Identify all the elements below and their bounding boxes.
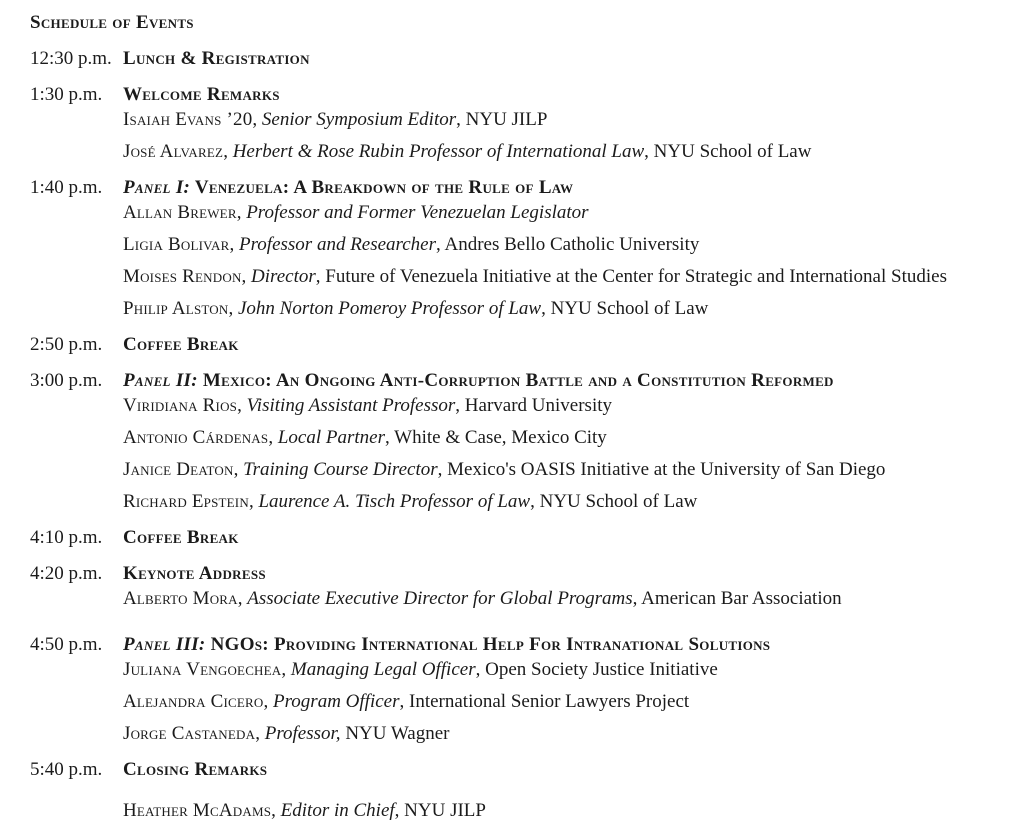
speaker-line: Viridiana Rios, Visiting Assistant Professor, Harvard University (123, 395, 613, 416)
speaker-line: Jorge Castaneda, Professor, NYU Wagner (123, 723, 450, 744)
speaker-name: Juliana Vengoechea (123, 659, 282, 680)
speaker-name: Alejandra Cicero (123, 691, 264, 712)
speaker-name: Richard Epstein (123, 491, 249, 512)
event-heading (123, 84, 1024, 106)
event-content (123, 759, 1024, 822)
speaker-name: José Alvarez (123, 141, 224, 162)
event-row (30, 334, 1024, 356)
event-heading (123, 370, 1024, 392)
speaker-role: Professor and Former Venezuelan Legislator (246, 202, 589, 223)
speaker-affiliation: NYU School of Law (539, 491, 698, 512)
speaker-affiliation: Mexico's OASIS Initiative at the University of San Diego (447, 459, 886, 480)
speaker-line: Isaiah Evans ’20, Senior Symposium Editor, NYU JILP (123, 109, 548, 130)
event-heading-text: Venezuela: A Breakdown of the Rule of Law (190, 177, 574, 198)
event-heading-text: Closing Remarks (123, 759, 268, 780)
event-row (30, 177, 1024, 320)
page-title: Schedule of Events (30, 12, 194, 33)
speaker-affiliation: Future of Venezuela Initiative at the Center for Strategic and International Studies (325, 266, 947, 287)
event-time: 2:50 p.m. (30, 334, 103, 355)
speaker-name: Philip Alston (123, 298, 229, 319)
speaker-line: Alberto Mora, Associate Executive Director for Global Programs, American Bar Association (123, 588, 842, 609)
speakers-list (123, 588, 1024, 610)
event-content (123, 84, 1024, 163)
event-heading-text: Keynote Address (123, 563, 266, 584)
event-row (30, 563, 1024, 610)
speaker-role: Laurence A. Tisch Professor of Law (258, 491, 531, 512)
event-time: 4:10 p.m. (30, 527, 103, 548)
event-heading (123, 563, 1024, 585)
speaker-line: Philip Alston, John Norton Pomeroy Professor of Law, NYU School of Law (123, 298, 709, 319)
speaker-role: Editor in Chief (280, 800, 395, 821)
speaker-affiliation: NYU Wagner (345, 723, 450, 744)
panel-label: Panel II: (123, 370, 198, 391)
speaker-affiliation: Harvard University (464, 395, 613, 416)
speaker-line: Antonio Cárdenas, Local Partner, White & Case, Mexico City (123, 427, 607, 448)
speaker-role: Professor, (264, 723, 341, 744)
speaker-role: Managing Legal Officer (290, 659, 476, 680)
event-content (123, 634, 1024, 745)
event-heading-text: Coffee Break (123, 334, 239, 355)
event-heading-text: Coffee Break (123, 527, 239, 548)
event-heading-text: NGOs: Providing International Help For Intranational Solutions (205, 634, 771, 655)
speaker-role: Associate Executive Director for Global Programs (247, 588, 633, 609)
panel-label: Panel III: (123, 634, 206, 655)
event-time: 4:50 p.m. (30, 634, 103, 655)
speaker-name: Jorge Castaneda (123, 723, 256, 744)
speaker-role: Local Partner (277, 427, 385, 448)
speaker-name: Antonio Cárdenas (123, 427, 269, 448)
event-content (123, 177, 1024, 320)
event-heading (123, 634, 1024, 656)
speakers-list (123, 395, 1024, 513)
event-heading (123, 48, 1024, 70)
event-row (30, 634, 1024, 745)
speaker-affiliation: NYU JILP (465, 109, 548, 130)
events-list (30, 48, 1024, 822)
speaker-affiliation: Open Society Justice Initiative (485, 659, 718, 680)
event-time: 1:40 p.m. (30, 177, 103, 198)
event-heading (123, 527, 1024, 549)
speaker-name: Janice Deaton (123, 459, 234, 480)
speaker-name: Viridiana Rios (123, 395, 238, 416)
speaker-role: Training Course Director (243, 459, 438, 480)
event-row (30, 48, 1024, 70)
speaker-role: John Norton Pomeroy Professor of Law (237, 298, 542, 319)
speaker-line: Heather McAdams, Editor in Chief, NYU JILP (123, 800, 486, 821)
event-time: 1:30 p.m. (30, 84, 103, 105)
speaker-line: Juliana Vengoechea, Managing Legal Officer, Open Society Justice Initiative (123, 659, 718, 680)
event-row (30, 759, 1024, 822)
speakers-list (123, 659, 1024, 745)
speaker-name: Heather McAdams (123, 800, 272, 821)
event-content (123, 334, 1024, 356)
event-heading (123, 334, 1024, 356)
speaker-role: Program Officer (273, 691, 400, 712)
event-row (30, 84, 1024, 163)
event-time: 5:40 p.m. (30, 759, 103, 780)
speaker-line: Richard Epstein, Laurence A. Tisch Professor of Law, NYU School of Law (123, 491, 698, 512)
speaker-affiliation: Andres Bello Catholic University (444, 234, 700, 255)
speaker-role: Director (251, 266, 316, 287)
speaker-role: Professor and Researcher (239, 234, 437, 255)
speaker-line: Allan Brewer, Professor and Former Venezuelan Legislator (123, 202, 589, 223)
speaker-name: Moises Rendon (123, 266, 242, 287)
speaker-line: Ligia Bolivar, Professor and Researcher, Andres Bello Catholic University (123, 234, 700, 255)
speaker-affiliation: White & Case, Mexico City (394, 427, 607, 448)
speaker-line: Alejandra Cicero, Program Officer, International Senior Lawyers Project (123, 691, 690, 712)
event-time: 4:20 p.m. (30, 563, 103, 584)
speaker-affiliation: NYU School of Law (550, 298, 709, 319)
speaker-line: Moises Rendon, Director, Future of Venezuela Initiative at the Center for Strategic and International Studies (123, 266, 947, 287)
event-heading (123, 177, 1024, 199)
event-time: 12:30 p.m. (30, 48, 112, 69)
speakers-list (123, 109, 1024, 163)
speaker-name: Ligia Bolivar (123, 234, 230, 255)
speaker-name: Isaiah Evans ’20 (123, 109, 253, 130)
event-heading-text: Welcome Remarks (123, 84, 280, 105)
speaker-name: Allan Brewer (123, 202, 237, 223)
event-heading (123, 759, 1024, 781)
speaker-affiliation: NYU JILP (404, 800, 486, 821)
speaker-affiliation: American Bar Association (641, 588, 842, 609)
speaker-name: Alberto Mora (123, 588, 238, 609)
event-row (30, 527, 1024, 549)
speaker-role: Visiting Assistant Professor (246, 395, 456, 416)
event-heading-text: Lunch & Registration (123, 48, 310, 69)
event-content (123, 527, 1024, 549)
speakers-list (123, 202, 1024, 320)
speaker-role: Herbert & Rose Rubin Professor of International Law (232, 141, 645, 162)
speaker-role: Senior Symposium Editor (261, 109, 457, 130)
event-content (123, 563, 1024, 610)
event-heading-text: Mexico: An Ongoing Anti-Corruption Battle and a Constitution Reformed (197, 370, 834, 391)
speaker-affiliation: International Senior Lawyers Project (409, 691, 690, 712)
speaker-line: José Alvarez, Herbert & Rose Rubin Professor of International Law, NYU School of Law (123, 141, 812, 162)
speaker-line: Janice Deaton, Training Course Director, Mexico's OASIS Initiative at the University of San Diego (123, 459, 886, 480)
event-content (123, 370, 1024, 513)
speaker-affiliation: NYU School of Law (653, 141, 812, 162)
event-row (30, 370, 1024, 513)
event-content (123, 48, 1024, 70)
panel-label: Panel I: (123, 177, 191, 198)
speakers-list (123, 800, 1024, 822)
event-time: 3:00 p.m. (30, 370, 103, 391)
